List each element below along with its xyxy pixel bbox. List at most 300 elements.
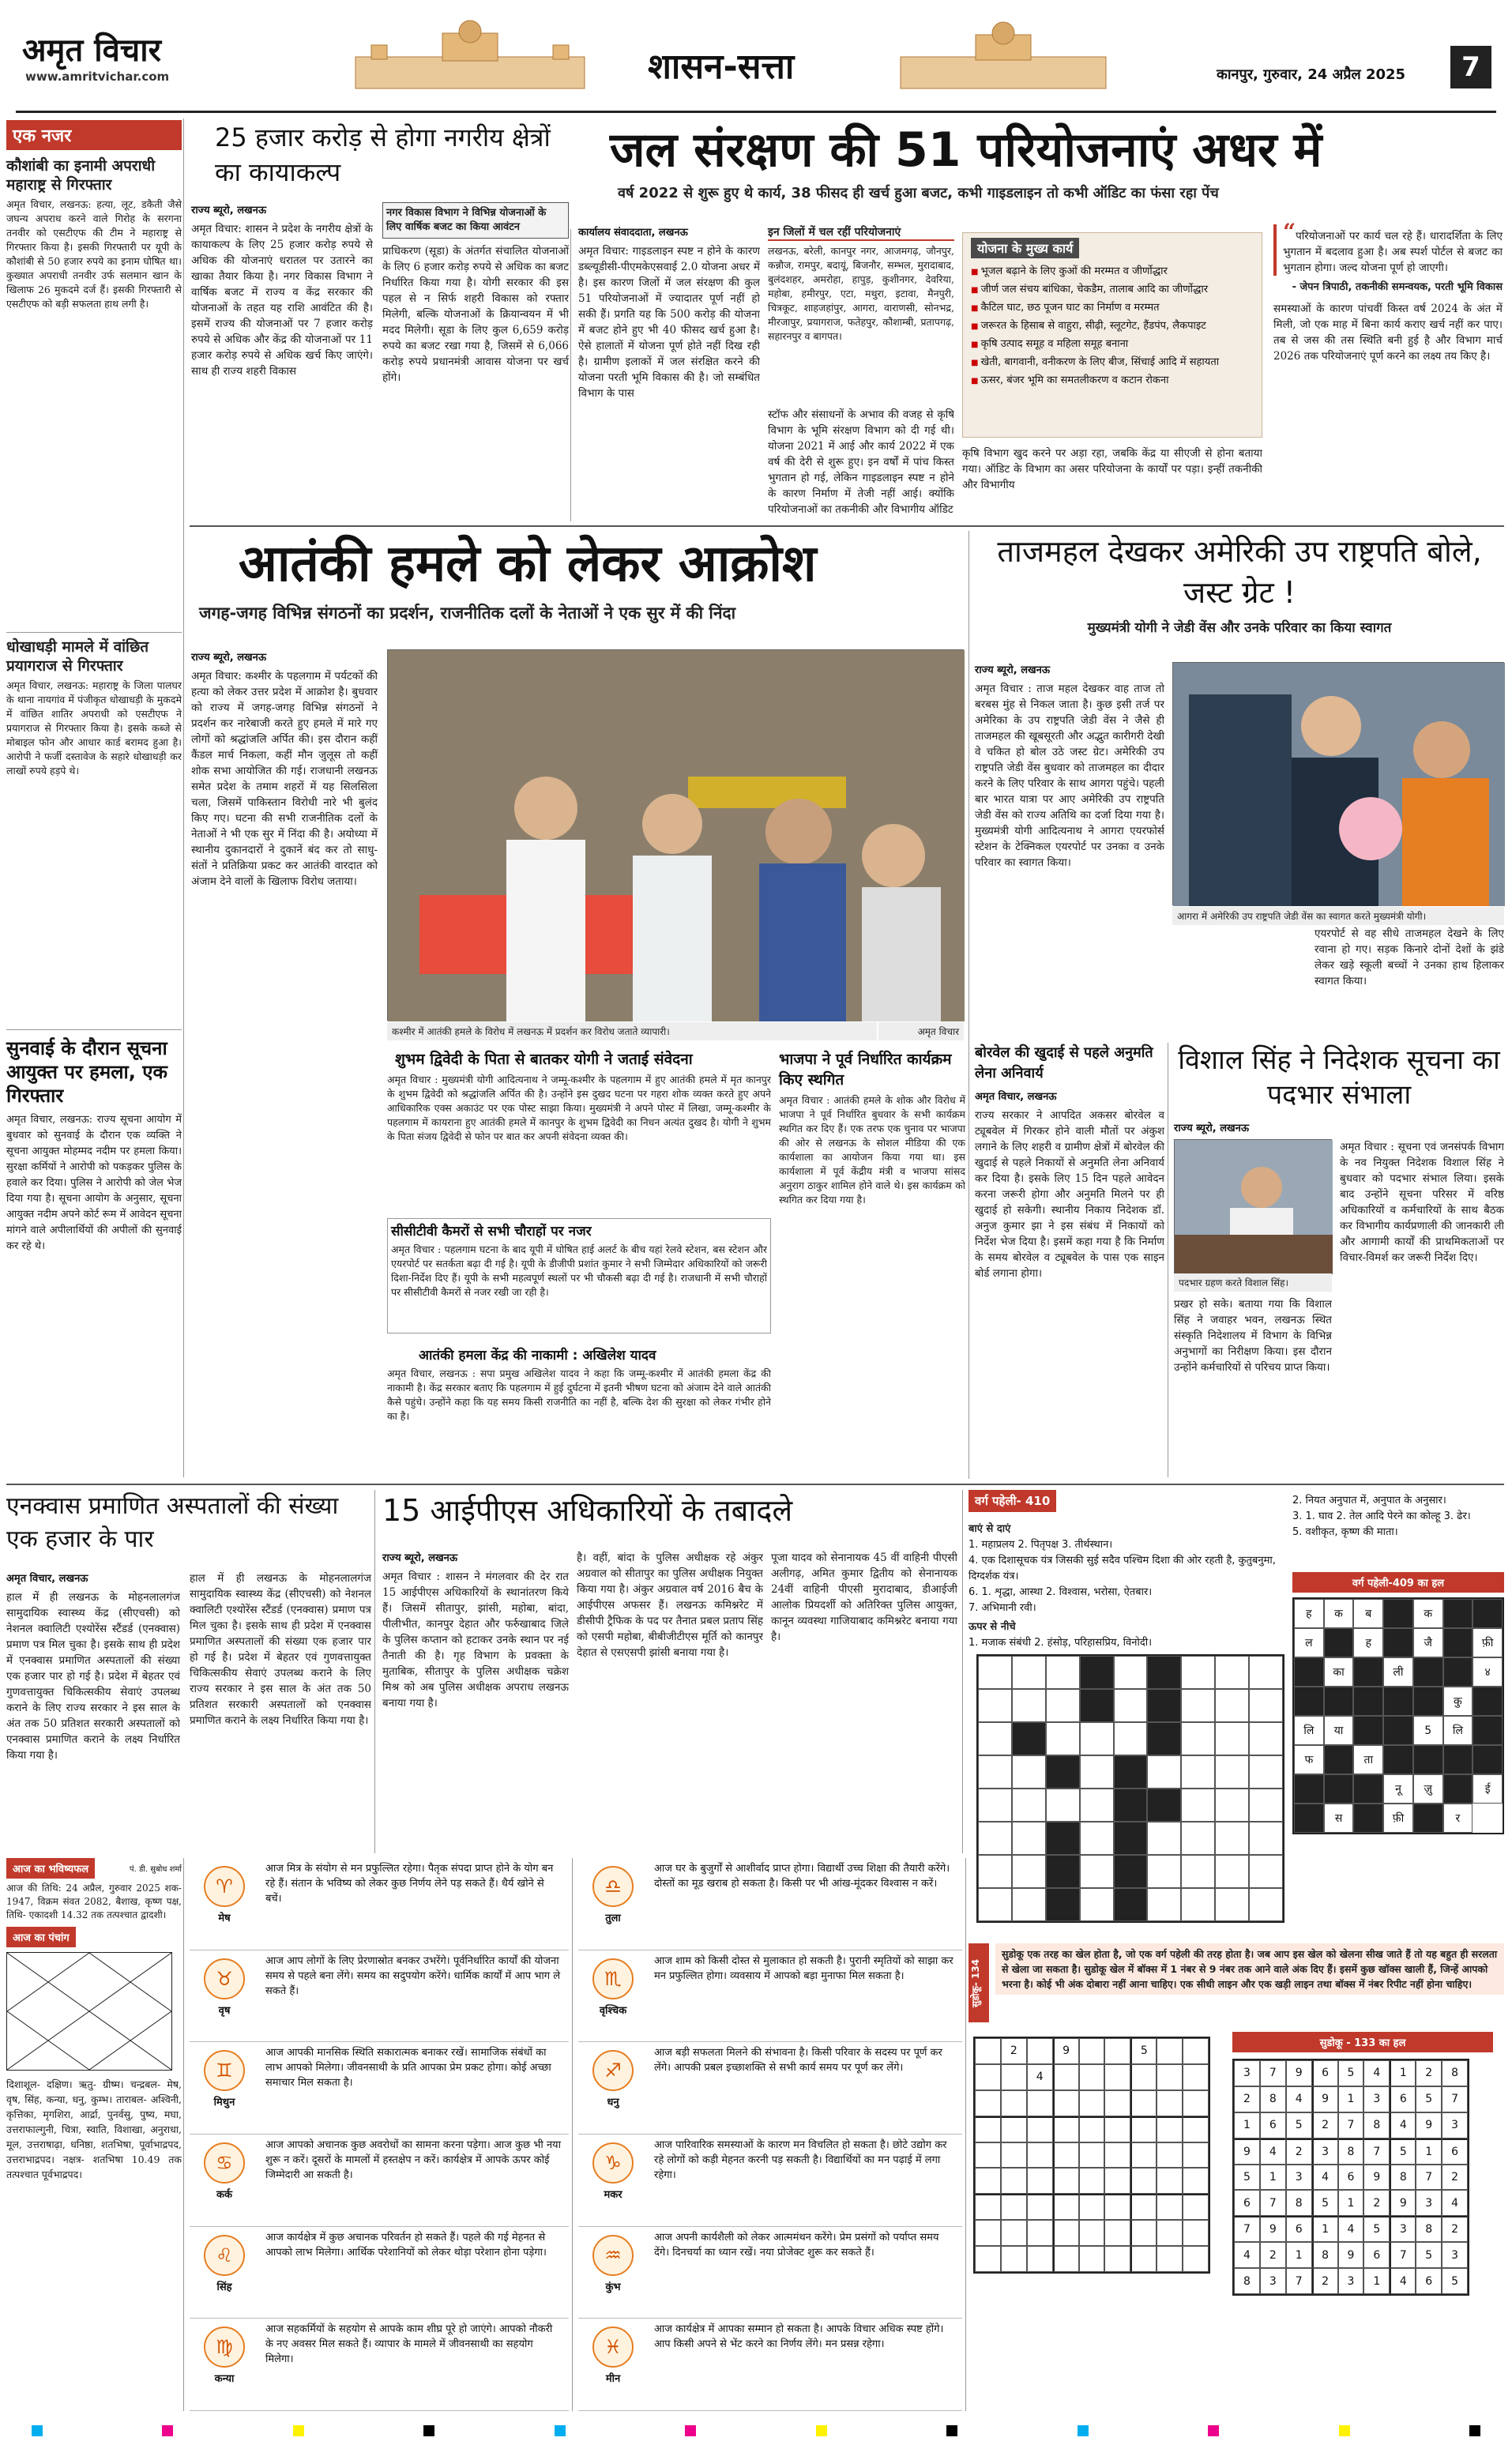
story-bjp-events-postponed	[779, 1049, 965, 1465]
zodiac-name: कुंभ	[605, 2281, 621, 2293]
crossword-cell[interactable]	[1012, 1755, 1046, 1789]
crossword-cell	[1046, 1822, 1080, 1855]
body-text: कृषि विभाग खुद करने पर अड़ा रहा, जबकि केंद्र या सीएजी से होना बताया गया। ऑडिट के विभाग का असर परियोजना के कार्यों पर पड़ा। इन्हीं तकनीकी और विभागीय	[962, 447, 1262, 491]
crossword-cell[interactable]	[1012, 1888, 1046, 1921]
sudoku-cell[interactable]	[1183, 2246, 1209, 2272]
crossword-cell[interactable]	[1249, 1888, 1283, 1921]
body-text: हाल में ही लखनऊ के मोहनलालगंज सामुदायिक स्वास्थ्य केंद्र (सीएचसी) को नेशनल क्वालिटी एश्योरेंस स्टैंडर्ड (एनक्वास) प्रमाण पत्र मिल चुका है। इसके साथ ही प्रदेश में एनक्वास प्रमाणित अस्पतालों की संख्या एक हजार पार हो गई है। प्रदेश में बेहतर एवं गुणवत्तायुक्त चिकित्सकीय सेवाएं उपलब्ध कराने के लिए राज्य सरकार ने इस साल के अंत तक 50 प्रतिशत सरकारी अस्पतालों को एनक्वास प्रमाणित कराने के लक्ष्य निर्धारित किया गया है।	[190, 1572, 371, 1727]
crossword-answer-cell	[1353, 1804, 1383, 1833]
headline: विशाल सिंह ने निदेशक सूचना का पदभार संभाला	[1178, 1044, 1500, 1111]
crossword-cell[interactable]	[1080, 1755, 1114, 1789]
quote-mark-icon: “	[1283, 219, 1296, 245]
sudoku-cell[interactable]	[1130, 2168, 1157, 2194]
website-url: www.amritvichar.com	[25, 70, 170, 84]
sudoku-cell[interactable]	[1104, 2064, 1130, 2090]
crossword-cell[interactable]	[1215, 1789, 1249, 1822]
sudoku-cell[interactable]	[1001, 2220, 1027, 2246]
crossword-answer-cell: 5	[1413, 1716, 1443, 1745]
crossword-answer-cell: ई	[1473, 1774, 1503, 1804]
sudoku-cell[interactable]	[1183, 2142, 1209, 2169]
sudoku-answer-cell: 7	[1260, 2060, 1286, 2086]
crossword-answer-cell	[1383, 1687, 1413, 1716]
crossword-cell[interactable]	[1215, 1689, 1249, 1722]
story-vishal-singh	[1174, 1043, 1504, 1477]
sudoku-cell[interactable]	[1079, 2064, 1105, 2090]
headline: बोरवेल की खुदाई से पहले अनुमति लेना अनिवार्य	[975, 1044, 1153, 1081]
sudoku-cell[interactable]	[1053, 2168, 1079, 2194]
sudoku-answer-cell: 9	[1416, 2112, 1442, 2138]
crossword-cell[interactable]	[1080, 1822, 1114, 1855]
headline: आतंकी हमला केंद्र की नाकामी : अखिलेश यादव	[419, 1348, 656, 1364]
masthead	[0, 0, 1512, 111]
crossword-cell[interactable]	[1012, 1689, 1046, 1722]
sudoku-cell[interactable]	[1001, 2116, 1027, 2142]
crossword-cell[interactable]	[1249, 1722, 1283, 1755]
body-text: अमृत विचार: कश्मीर के पहलगाम में पर्यटकों की हत्या को लेकर उत्तर प्रदेश में आक्रोश है। बुधवार को राज्य में जगह-जगह विभिन्न संगठनों ने प्रदर्शन कर नारेबाजी करते हुए हमले में मारे गए लोगों को श्रद्धांजलि अर्पित की। इस दौरान कहीं कैंडल मार्च निकला, कहीं मौन जुलूस तो कहीं शोक सभा आयोजित की गई। राजधानी लखनऊ समेत प्रदेश के तमाम शहरों में यह सिलसिला चला, जिसमें पाकिस्तान विरोधी नारे भी बुलंद किए गए। घटना की सभी राजनीतिक दलों के नेताओं ने भी एक सुर में निंदा की है। अयोध्या में स्थानीय दुकानदारों ने दुकानें बंद कर तो साधु-संतों ने प्रतिक्रिया प्रकट कर आतंकी वारदात को अंजाम देने वालों के खिलाफ विरोध जताया।	[191, 670, 378, 888]
crossword-cell[interactable]	[978, 1755, 1012, 1789]
sudoku-cell[interactable]	[1157, 2038, 1183, 2064]
body-text: अमृत विचार: शासन ने प्रदेश के नगरीय क्षेत्रों के कायाकल्प के लिए 25 हजार करोड़ रुपये से अधिक की योजनाएं धरातल पर उतारने का खाका तैयार किया है। नगर विकास विभाग ने वार्षिक बजट में राज्य व केंद्र सरकार की योजनाओं के तहत यह राशि आवंटित की है। इसमें राज्य की योजनाओं पर 7 हजार करोड़ रुपये से अधिक और केंद्र की योजनाओं पर 11 हजार करोड़ रुपये से अधिक खर्च किए जाएंगे। साथ ही राज्य शहरी विकास	[191, 223, 373, 378]
sudoku-cell[interactable]	[1104, 2142, 1130, 2169]
sudoku-answer-cell: 5	[1338, 2060, 1364, 2086]
body-text: अमृत विचार : पहलगाम घटना के बाद यूपी में घोषित हाई अलर्ट के बीच यहां रेलवे स्टेशन, बस स्टेशन और एयरपोर्ट पर सतर्कता बढ़ा दी गई है। यूपी के डीजीपी प्रशांत कुमार ने सभी जिम्मेदार अधिकारियों को जरूरी दिशा-निर्देश दिए हैं। यूपी के सभी महत्वपूर्ण स्थलों पर भी चौकसी बढ़ा दी गई है। राजधानी में सभी चौराहों पर सीसीटीवी कैमरों से नजर रखी जा रही है।	[391, 1243, 767, 1298]
sudoku-answer-cell: 8	[1390, 2165, 1416, 2191]
sudoku-cell[interactable]	[1001, 2142, 1027, 2169]
crossword-cell[interactable]	[1181, 1855, 1215, 1888]
works-list-item: ■ ऊसर, बंजर भूमि का समतलीकरण व कटान रोकना	[971, 372, 1254, 390]
crossword-answer-cell: क	[1324, 1599, 1354, 1628]
sudoku-answer-cell: 5	[1416, 2242, 1442, 2268]
crossword-cell	[1114, 1822, 1148, 1855]
crossword-cell[interactable]	[1249, 1689, 1283, 1722]
brief-headline: कौशांबी का इनामी अपराधी महाराष्ट्र से गिरफ्तार	[6, 157, 156, 194]
zodiac-name: मकर	[604, 2189, 622, 2201]
crossword-cell	[1080, 1656, 1114, 1689]
districts-list: लखनऊ, बरेली, कानपुर नगर, आजमगढ़, जौनपुर, कन्नौज, रामपुर, बदायूं, बिजनौर, सम्भल, मुरादाबाद, बुलंदशहर, अमरोहा, हापुड़, कुशीनगर, देवरिया, महोबा, हमीरपुर, एटा, मथुरा, इटावा, मैनपुरी, चित्रकूट, शाहजहांपुर, आगरा, वाराणसी, सोनभद्र, मीरजापुर, प्रयागराज, फतेहपुर, कौशाम्बी, प्रतापगढ़, सहारनपुर व बागपत।	[768, 245, 954, 342]
zodiac-prediction: आज आपको अचानक कुछ अवरोधों का सामना करना पड़ेगा। आज कुछ भी नया शुरू न करें। दूसरों के मामलों में हस्तक्षेप न करें। कार्यक्षेत्र में आपके ऊपर कोई जिम्मेदारी आ सकती है।	[265, 2139, 561, 2181]
sudoku-cell[interactable]: 2	[1001, 2038, 1027, 2064]
sudoku-cell[interactable]	[975, 2168, 1001, 2194]
clue-across: 4. एक दिशासूचक यंत्र जिसकी सुई सदैव पश्चिम दिशा की ओर रहती है, कुतुबनुमा, दिग्दर्शक यंत्र।	[969, 1555, 1276, 1582]
crossword-cell[interactable]	[1080, 1855, 1114, 1888]
sudoku-answer-cell: 8	[1338, 2138, 1364, 2165]
crossword-answer-head: वर्ग पहेली-409 का हल	[1292, 1572, 1504, 1593]
sudoku-answer-cell: 7	[1363, 2138, 1390, 2165]
crossword-answer-cell: जै	[1413, 1628, 1443, 1657]
crossword-answer-cell	[1443, 1774, 1473, 1804]
crossword-cell[interactable]	[1114, 1722, 1148, 1755]
crossword-cell[interactable]	[1215, 1888, 1249, 1921]
rashi-row	[190, 2319, 569, 2411]
zodiac-icon: ♋	[204, 2142, 245, 2184]
sudoku-cell[interactable]	[1157, 2220, 1183, 2246]
astrologer-name: पं. डी. सुबोध शर्मा	[129, 1865, 182, 1874]
sudoku-cell[interactable]	[1130, 2220, 1157, 2246]
headline: भाजपा ने पूर्व निर्धारित कार्यक्रम किए स्थगित	[779, 1051, 952, 1089]
crossword-cell[interactable]	[1181, 1789, 1215, 1822]
sudoku-cell[interactable]	[975, 2116, 1001, 2142]
crossword-cell[interactable]	[1181, 1822, 1215, 1855]
byline: अमृत विचार, लखनऊ	[6, 1573, 88, 1585]
crossword-cell[interactable]	[1249, 1755, 1283, 1789]
crossword-cell[interactable]	[1147, 1822, 1181, 1855]
sudoku-cell[interactable]	[1104, 2090, 1130, 2116]
crossword-cell[interactable]	[978, 1689, 1012, 1722]
sudoku-answer-cell: 7	[1390, 2242, 1416, 2268]
crossword-cell[interactable]	[1249, 1789, 1283, 1822]
vishal-singh-photo	[1174, 1139, 1332, 1273]
crossword-answer-cell	[1294, 1687, 1324, 1716]
sudoku-cell[interactable]: 9	[1053, 2038, 1079, 2064]
zodiac-name: मिथुन	[213, 2097, 235, 2109]
brief-headline: सुनवाई के दौरान सूचना आयुक्त पर हमला, एक गिरफ्तार	[6, 1029, 182, 1108]
crossword-header: वर्ग पहेली- 410	[969, 1490, 1056, 1512]
crossword-answer-cell	[1473, 1716, 1503, 1745]
crossword-cell[interactable]	[978, 1789, 1012, 1822]
crossword-cell[interactable]	[1181, 1689, 1215, 1722]
sudoku-cell[interactable]	[1104, 2116, 1130, 2142]
sudoku-answer-cell: 3	[1442, 2242, 1468, 2268]
sudoku-answer-cell: 2	[1442, 2165, 1468, 2191]
crossword-answer-grid	[1292, 1597, 1504, 1834]
sudoku-answer-cell: 6	[1260, 2112, 1286, 2138]
sudoku-cell[interactable]: 5	[1130, 2038, 1157, 2064]
sudoku-cell[interactable]	[1183, 2064, 1209, 2090]
headline: 15 आईपीएस अधिकारियों के तबादले	[382, 1493, 793, 1528]
crossword-answer-cell: र	[1443, 1804, 1473, 1833]
sudoku-answer-cell: 6	[1312, 2060, 1338, 2086]
sudoku-cell[interactable]	[1104, 2220, 1130, 2246]
sudoku-cell[interactable]	[1157, 2168, 1183, 2194]
crossword-cell	[1114, 1855, 1148, 1888]
sudoku-cell[interactable]	[1001, 2168, 1027, 2194]
sudoku-answer-cell: 3	[1286, 2165, 1312, 2191]
sudoku-cell[interactable]	[1027, 2038, 1053, 2064]
rashi-row	[578, 2227, 962, 2319]
crossword-cell[interactable]	[1147, 1755, 1181, 1789]
zodiac-prediction: आज शाम को किसी दोस्त से मुलाकात हो सकती है। पुरानी स्मृतियों को साझा कर मन प्रफुल्लित होगा। व्यवसाय में आपको बड़ा मुनाफा मिल सकता है।	[654, 1954, 953, 1982]
sudoku-cell[interactable]	[1053, 2220, 1079, 2246]
sudoku-cell[interactable]	[1001, 2194, 1027, 2220]
sudoku-answer-cell: 6	[1234, 2190, 1260, 2216]
zodiac-prediction: आज अपनी कार्यशैली को लेकर आत्ममंथन करेंगे। प्रेम प्रसंगों को पर्याप्त समय देंगे। दिनचर्या का ध्यान रखें। नया प्रोजेक्ट शुरू कर सकते हैं।	[654, 2231, 939, 2259]
sudoku-cell[interactable]	[1130, 2090, 1157, 2116]
crossword-cell	[1147, 1656, 1181, 1689]
byline: राज्य ब्यूरो, लखनऊ	[975, 664, 1051, 676]
crossword-answer-cell	[1324, 1687, 1354, 1716]
sudoku-cell[interactable]	[1157, 2194, 1183, 2220]
quote-author: - जेपन त्रिपाठी, तकनीकी समन्वयक, परती भूमि विकास	[1292, 281, 1503, 293]
headline: जल संरक्षण की 51 परियोजनाएं अधर में	[610, 122, 1322, 178]
brief-headline: धोखाधड़ी मामले में वांछित प्रयागराज से गिरफ्तार	[6, 632, 182, 675]
crossword-answer-cell: फ	[1294, 1745, 1324, 1774]
sudoku-cell[interactable]	[1157, 2246, 1183, 2272]
works-list-item: ■ जरूरत के हिसाब से वाहुरा, सीढ़ी, स्लूटगेट, हैंडपंप, लैकपाइट	[971, 318, 1254, 336]
sudoku-cell[interactable]	[1104, 2038, 1130, 2064]
crossword-cell[interactable]	[1147, 1855, 1181, 1888]
crossword-cell[interactable]	[1012, 1855, 1046, 1888]
sudoku-cell[interactable]	[1053, 2116, 1079, 2142]
crossword-cell[interactable]	[1046, 1689, 1080, 1722]
crossword-cell	[1046, 1855, 1080, 1888]
subheadline: जगह-जगह विभिन्न संगठनों का प्रदर्शन, राजनीतिक दलों के नेताओं ने एक सुर में की निंदा	[199, 604, 736, 623]
crossword-answer-cell	[1324, 1745, 1354, 1774]
sudoku-cell[interactable]	[975, 2220, 1001, 2246]
sudoku-cell[interactable]	[1130, 2116, 1157, 2142]
sudoku-cell[interactable]	[1053, 2090, 1079, 2116]
crossword-cell[interactable]	[1249, 1656, 1283, 1689]
sudoku-answer-cell: 2	[1442, 2216, 1468, 2242]
sudoku-instructions: सुडोकू एक तरह का खेल होता है, जो एक वर्ग पहेली की तरह होता है। जब आप इस खेल को खेलना सीख जाते हैं तो यह बहुत ही सरलता से खेला जा सकता है। सुडोकू खेल में बॉक्स में 1 नंबर से 9 नंबर तक आने वाले अंक दिए हैं। इसमें कुछ खॉक्स खाली हैं, जिन्हें आपको भरना है। कोई भी अंक दोबारा नहीं आना चाहिए। एक सीधी लाइन और एक खड़ी लाइन तथा बॉक्स में नंबर रिपीट नहीं होना चाहिए।	[995, 1943, 1504, 1995]
sudoku-answer-cell: 2	[1260, 2242, 1286, 2268]
sudoku-puzzle-grid[interactable]	[973, 2037, 1210, 2274]
sudoku-cell[interactable]	[975, 2090, 1001, 2116]
crossword-cell[interactable]	[978, 1855, 1012, 1888]
clue-down: 1. मजाक संबंधी 2. हंसोड़, परिहासप्रिय, विनोदी।	[969, 1637, 1153, 1649]
crossword-cell[interactable]	[1012, 1656, 1046, 1689]
crossword-cell[interactable]	[1215, 1822, 1249, 1855]
sudoku-answer-cell: 4	[1363, 2060, 1390, 2086]
crossword-cell[interactable]	[1080, 1789, 1114, 1822]
zodiac-name: वृश्चिक	[599, 2004, 627, 2017]
sudoku-cell[interactable]	[1079, 2038, 1105, 2064]
rashifal-right	[578, 1858, 962, 2411]
sudoku-answer-cell: 6	[1286, 2216, 1312, 2242]
sudoku-answer-cell: 1	[1338, 2086, 1364, 2112]
sudoku-answer-cell: 2	[1234, 2086, 1260, 2112]
sudoku-cell[interactable]	[1027, 2220, 1053, 2246]
crossword-cell[interactable]	[1147, 1888, 1181, 1921]
crossword-cell[interactable]	[1046, 1722, 1080, 1755]
crossword-cell[interactable]	[1046, 1789, 1080, 1822]
sudoku-cell[interactable]	[1027, 2168, 1053, 2194]
sudoku-answer-cell: 2	[1312, 2268, 1338, 2294]
body-text: स्टॉफ और संसाधनों के अभाव की वजह से कृषि विभाग के भूमि संरक्षण विभाग को दी गई थी। योजना 2021 में आई और कार्य 2022 में एक वर्ष की देरी से शुरू हुए। इन वर्षों में पांच किस्त भुगतान हो गई, लेकिन गाइडलाइन स्पष्ट न होने के कारण निर्माण में तेजी नहीं आई। क्योंकि परियोजनाओं का तकनीकी और विभागीय ऑडिट	[768, 408, 954, 516]
sudoku-cell[interactable]	[975, 2038, 1001, 2064]
story-cctv-surveillance	[387, 1218, 771, 1333]
crossword-cell	[1114, 1755, 1148, 1789]
sudoku-answer-cell: 8	[1286, 2190, 1312, 2216]
sudoku-cell[interactable]	[1104, 2194, 1130, 2220]
sudoku-answer-grid	[1232, 2059, 1469, 2296]
sudoku-cell[interactable]	[1053, 2064, 1079, 2090]
sudoku-cell[interactable]	[1183, 2116, 1209, 2142]
sudoku-header-area	[969, 1943, 1504, 2022]
sudoku-cell[interactable]	[1183, 2168, 1209, 2194]
sudoku-cell[interactable]	[1053, 2194, 1079, 2220]
sudoku-answer-cell: 3	[1390, 2216, 1416, 2242]
sudoku-cell[interactable]	[1079, 2142, 1105, 2169]
zodiac-icon: ♏	[592, 1958, 634, 1999]
crossword-answer-cell: ह	[1294, 1599, 1324, 1628]
sudoku-cell[interactable]	[1001, 2090, 1027, 2116]
body-text: अमृत विचार : मुख्यमंत्री योगी आदित्यनाथ ने जम्मू-कश्मीर के पहलगाम में हुए आतंकी हमले में मृत कानपुर के शुभम द्विवेदी को श्रद्धांजलि अर्पित की है। उन्होंने इस दुखद घटना पर गहरा शोक व्यक्त करते हुए अपने आधिकारिक एक्स अकाउंट पर एक पोस्ट साझा किया। मुख्यमंत्री ने अपने पोस्ट में लिखा, जम्मू-कश्मीर के पहलगाम में कायराना हुए आतंकी हमले में कानपुर के शुभम द्विवेदी का निधन अत्यंत दुखद है। योगी ने शुभम के पिता संजय द्विवेदी से फोन पर बात कर अपनी संवेदना व्यक्त की।	[387, 1074, 771, 1142]
rashi-row	[190, 2135, 569, 2227]
crossword-cell[interactable]	[978, 1656, 1012, 1689]
sudoku-cell[interactable]: 4	[1027, 2064, 1053, 2090]
crossword-cell	[1147, 1689, 1181, 1722]
crossword-cell[interactable]	[1249, 1822, 1283, 1855]
body-text: है। वहीं, बांदा के पुलिस अधीक्षक रहे अंकुर अग्रवाल को सीतापुर का पुलिस अधीक्षक नियुक्त किया गया है। अंकुर अग्रवाल वर्ष 2016 बैच के आईपीएस अफसर हैं। लखनऊ कमिश्नरेट में डीसीपी ट्रैफिक के पद पर तैनात प्रबल प्रताप सिंह को एसपी महोबा, बीबीजीटीएस मूर्ति को कानपुर देहात से एसएसपी झांसी बनाया गया है।	[577, 1552, 763, 1659]
sudoku-cell[interactable]	[1130, 2064, 1157, 2090]
zodiac-prediction: आज कार्यक्षेत्र में कुछ अचानक परिवर्तन हो सकते हैं। पहले की गई मेहनत से आपको लाभ मिलेगा। आर्थिक परेशानियों को लेकर थोड़ा परेशान होना पड़ेगा।	[265, 2231, 547, 2259]
sudoku-answer-cell: 3	[1234, 2060, 1260, 2086]
crossword-cell	[1114, 1789, 1148, 1822]
sudoku-cell[interactable]	[1079, 2168, 1105, 2194]
photo-caption: कश्मीर में आतंकी हमले के विरोध में लखनऊ में प्रदर्शन कर विरोध जताते व्यापारी।	[387, 1022, 877, 1040]
rashi-row	[578, 1950, 962, 2043]
sudoku-cell[interactable]	[1157, 2090, 1183, 2116]
sudoku-cell[interactable]	[975, 2142, 1001, 2169]
sudoku-cell[interactable]	[1130, 2194, 1157, 2220]
body-text: समस्याओं के कारण पांचवीं किस्त वर्ष 2024 के अंत में मिली, जो एक माह में बिना कार्य कराए खर्च नहीं कर पाए। तब से जस की तस स्थिति बनी हुई है और विभाग मार्च 2026 तक परियोजनाएं पूर्ण करने का लक्ष्य तय किए है।	[1273, 303, 1503, 363]
sudoku-cell[interactable]	[1027, 2246, 1053, 2272]
sudoku-cell[interactable]	[1104, 2168, 1130, 2194]
story-water-conservation	[578, 120, 1504, 523]
vance-yogi-photo	[1172, 662, 1504, 905]
sudoku-cell[interactable]	[1079, 2220, 1105, 2246]
crossword-answer-cell	[1324, 1774, 1354, 1804]
crossword-cell[interactable]	[1215, 1722, 1249, 1755]
sudoku-cell[interactable]	[1130, 2246, 1157, 2272]
sudoku-cell[interactable]	[975, 2194, 1001, 2220]
sudoku-answer-cell: 6	[1416, 2268, 1442, 2294]
sudoku-cell[interactable]	[1183, 2038, 1209, 2064]
sudoku-cell[interactable]	[1104, 2246, 1130, 2272]
headline: एनक्वास प्रमाणित अस्पतालों की संख्या एक हजार के पार	[6, 1492, 339, 1553]
sudoku-answer-cell: 8	[1442, 2060, 1468, 2086]
sudoku-answer-cell: 3	[1338, 2268, 1364, 2294]
zodiac-name: मेष	[218, 1913, 231, 1924]
panchang-section	[6, 1858, 182, 2411]
sudoku-tag: सुडोकू- 134	[969, 1943, 989, 2022]
sudoku-cell[interactable]	[1079, 2116, 1105, 2142]
crossword-cell	[1046, 1755, 1080, 1789]
sudoku-cell[interactable]	[1079, 2246, 1105, 2272]
sudoku-cell[interactable]	[1027, 2090, 1053, 2116]
crossword-cell[interactable]	[1215, 1755, 1249, 1789]
zodiac-icon: ♒	[592, 2235, 634, 2276]
sudoku-cell[interactable]	[1079, 2194, 1105, 2220]
crossword-cell[interactable]	[1114, 1689, 1148, 1722]
crossword-cell[interactable]	[1215, 1656, 1249, 1689]
crossword-cell[interactable]	[978, 1822, 1012, 1855]
crossword-cell[interactable]	[1181, 1888, 1215, 1921]
crossword-cell	[1046, 1888, 1080, 1921]
crossword-cell[interactable]	[1080, 1722, 1114, 1755]
sudoku-cell[interactable]	[975, 2064, 1001, 2090]
crossword-answer-cell	[1383, 1716, 1413, 1745]
sudoku-cell[interactable]	[1001, 2246, 1027, 2272]
crossword-answer-cell	[1443, 1657, 1473, 1687]
sudoku-answer-cell: 6	[1442, 2138, 1468, 2165]
sudoku-cell[interactable]	[975, 2246, 1001, 2272]
crossword-answer-cell: फ़ी	[1473, 1628, 1503, 1657]
byline: कार्यालय संवाददाता, लखनऊ	[578, 227, 688, 239]
sudoku-answer-cell: 5	[1442, 2268, 1468, 2294]
crossword-cell[interactable]	[1181, 1656, 1215, 1689]
sudoku-answer-cell: 1	[1416, 2138, 1442, 2165]
body-text: राज्य सरकार ने आपदित अकसर बोरवेल व ट्यूबवेल में गिरकर होने वाली मौतों पर अंकुश लगाने के लिए शहरी व ग्रामीण क्षेत्रों में बोरवेल की खुदाई से पहले निकायों से अनुमति लेना अनिवार्य कर दिया है। इसके लिए 15 दिन पहले आवेदन करना जरूरी होगा और अनुमति मिलने पर ही खुदाई हो सकेगी। स्थानीय निकाय निदेशक डॉ. अनुज कुमार झा ने इस संबंध में निकायों को निर्देश भेज दिया है। इसमें कहा गया है कि निर्माण के समय बोरवेल व ट्यूबवेल के पास एक साइन बोर्ड लगाना होगा।	[975, 1109, 1164, 1280]
crossword-cell[interactable]	[1080, 1888, 1114, 1921]
sudoku-cell[interactable]	[1183, 2194, 1209, 2220]
crossword-answer-cell: का	[1324, 1657, 1354, 1687]
crossword-answer-cell	[1353, 1687, 1383, 1716]
body-text: अमृत विचार: गाइडलाइन स्पष्ट न होने के कारण डब्ल्यूडीसी-पीएमकेएसवाई 2.0 योजना अधर में है। इस कारण जिलों में जल संरक्षण की कुल 51 परियोजनाओं में ज्यादातर पूर्ण नहीं हो सकी हैं। प्रगति यह कि 500 करोड़ की योजना में बजट होने हुए भी 40 फीसद खर्च हुआ है। ऐसे हालातों में योजना पूर्ण होते नहीं दिख रही है। ग्रामीण इलाकों में जल संरक्षित करने की योजना परती भूमि विकास की है। जो सम्बंधित विभाग के पास	[578, 245, 760, 400]
body-text: प्रखर हो सके। बताया गया कि विशाल सिंह ने जवाहर भवन, लखनऊ स्थित संस्कृति निदेशालय में विभाग के विभिन्न अनुभागों का निरीक्षण किया। इस दौरान उन्होंने कर्मचारियों से परिचय प्राप्त किया।	[1174, 1298, 1332, 1374]
sudoku-answer-cell: 3	[1416, 2190, 1442, 2216]
sudoku-cell[interactable]	[1079, 2090, 1105, 2116]
sudoku-answer-cell: 7	[1338, 2112, 1364, 2138]
crossword-cell[interactable]	[1215, 1855, 1249, 1888]
sudoku-answer-cell: 2	[1312, 2112, 1338, 2138]
sudoku-answer-cell: 9	[1312, 2086, 1338, 2112]
sudoku-answer-cell: 9	[1234, 2138, 1260, 2165]
crossword-grid[interactable]	[976, 1654, 1284, 1923]
crossword-cell[interactable]	[978, 1888, 1012, 1921]
sudoku-cell[interactable]	[1001, 2064, 1027, 2090]
crossword-cell[interactable]	[1181, 1755, 1215, 1789]
body-text: हाल में ही लखनऊ के मोहनलालगंज सामुदायिक स्वास्थ्य केंद्र (सीएचसी) को नेशनल क्वालिटी एश्योरेंस स्टैंडर्ड (एनक्वास) प्रमाण पत्र मिल चुका है। इसके साथ ही प्रदेश में एनक्वास प्रमाणित अस्पतालों की संख्या एक हजार पार हो गई है। प्रदेश में बेहतर एवं गुणवत्तायुक्त चिकित्सकीय सेवाएं उपलब्ध कराने के लिए राज्य सरकार ने इस साल के अंत तक 50 प्रतिशत सरकारी अस्पतालों को एनक्वास प्रमाणित कराने के लक्ष्य निर्धारित किया गया है।	[6, 1591, 180, 1762]
photo-credit: अमृत विचार	[878, 1022, 964, 1040]
sudoku-cell[interactable]	[1130, 2142, 1157, 2169]
crossword-answer-cell	[1294, 1774, 1324, 1804]
rashi-row	[190, 1858, 569, 1950]
sudoku-answer-cell: 2	[1286, 2138, 1312, 2165]
sudoku-cell[interactable]	[1183, 2220, 1209, 2246]
sudoku-answer-cell: 8	[1260, 2086, 1286, 2112]
crossword-cell[interactable]	[1181, 1722, 1215, 1755]
crossword-cell[interactable]	[1046, 1656, 1080, 1689]
sudoku-cell[interactable]	[1027, 2116, 1053, 2142]
zodiac-name: सिंह	[216, 2281, 232, 2293]
crossword-cell[interactable]	[978, 1722, 1012, 1755]
sudoku-cell[interactable]	[1157, 2142, 1183, 2169]
headline: शुभम द्विवेदी के पिता से बातकर योगी ने जताई संवेदना	[395, 1051, 693, 1068]
dateline: कानपुर, गुरुवार, 24 अप्रैल 2025	[1217, 66, 1406, 83]
sudoku-answer-cell: 6	[1363, 2242, 1390, 2268]
zodiac-icon: ♍	[204, 2327, 245, 2368]
tithi-text: आज की तिथि: 24 अप्रैल, गुरुवार 2025 शक- 1947, विक्रम संवत 2082, बैशाख, कृष्ण पक्ष, तिथि- एकादशी 14.32 तक तत्पश्चात द्वादशी।	[6, 1883, 182, 1920]
sudoku-answer-cell: 3	[1363, 2086, 1390, 2112]
works-list-item: ■ जीर्ण जल संचय बांधिका, चेकडैम, तालाब आदि का जीर्णोद्धार	[971, 281, 1254, 299]
sudoku-answer-cell: 4	[1390, 2112, 1416, 2138]
crossword-cell[interactable]	[1012, 1822, 1046, 1855]
crossword-cell[interactable]	[1114, 1656, 1148, 1689]
sudoku-answer-cell: 4	[1390, 2268, 1416, 2294]
crossword-answer-cell	[1383, 1745, 1413, 1774]
kundali-chart	[6, 1952, 172, 2071]
crossword-answer-cell: स	[1324, 1804, 1354, 1833]
sudoku-cell[interactable]	[1157, 2116, 1183, 2142]
sudoku-cell[interactable]	[1027, 2194, 1053, 2220]
sudoku-cell[interactable]	[1053, 2246, 1079, 2272]
crossword-cell[interactable]	[1012, 1789, 1046, 1822]
crossword-answer-cell	[1413, 1657, 1443, 1687]
sudoku-cell[interactable]	[1183, 2090, 1209, 2116]
sudoku-cell[interactable]	[1053, 2142, 1079, 2169]
sudoku-answer-cell: 5	[1286, 2112, 1312, 2138]
crossword-answer-cell	[1443, 1745, 1473, 1774]
crossword-answer-cell	[1324, 1628, 1354, 1657]
sudoku-answer-cell: 4	[1286, 2086, 1312, 2112]
story-borewell-permission	[975, 1043, 1164, 1477]
crossword-cell[interactable]	[1249, 1855, 1283, 1888]
sudoku-cell[interactable]	[1027, 2142, 1053, 2169]
sudoku-cell[interactable]	[1157, 2064, 1183, 2090]
sudoku-answer-cell: 4	[1260, 2138, 1286, 2165]
byline: राज्य ब्यूरो, लखनऊ	[382, 1552, 458, 1564]
